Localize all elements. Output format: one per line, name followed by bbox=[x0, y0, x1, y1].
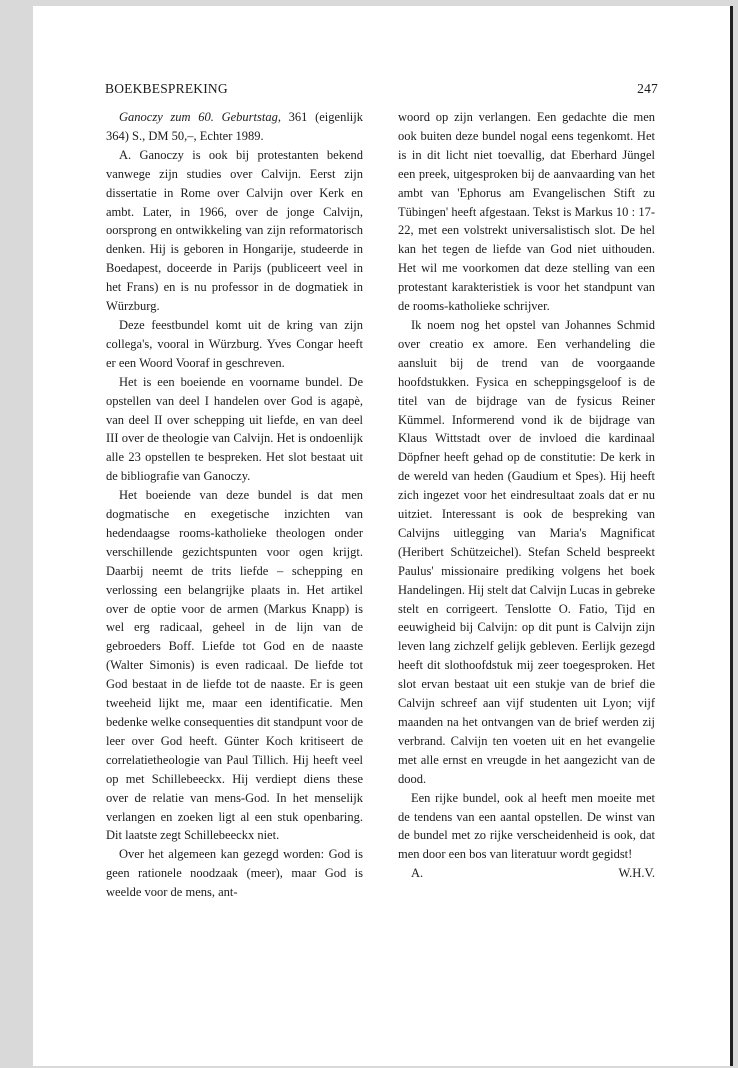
document-page bbox=[33, 6, 733, 1066]
paragraph: Deze feestbundel komt uit de kring van zijn collega's, vooral in Würzburg. Yves Congar heeft er een Woord Vooraf in geschreven. bbox=[106, 317, 363, 370]
signature-left: A. bbox=[411, 866, 424, 881]
reviewer-initials: W.H.V. bbox=[618, 866, 655, 881]
paragraph: Over het algemeen kan gezegd worden: God is geen rationele noodzaak (meer), maar God is weelde voor de mens, ant- bbox=[106, 847, 363, 900]
book-title: Ganoczy zum 60. Geburtstag, bbox=[119, 110, 281, 124]
left-column bbox=[106, 108, 363, 902]
right-column bbox=[398, 108, 655, 883]
book-details: 361 (eigenlijk 364) S., DM 50,–, Echter 1989. bbox=[106, 110, 363, 143]
signature-line bbox=[398, 864, 655, 883]
paragraph: Het boeiende van deze bundel is dat men dogmatische en exegetische inzichten van hedendaagse rooms-katholieke theologen onder verschillende gezichtspunten voor ogen krijgt. Daarbij neemt de trits liefde – schepping en verlossing een belangrijke plaats in. Het artikel over de optie voor de armen (Markus Knapp) is wel erg radicaal, geheel in de lijn van de gebroeders Boff. Liefde tot God en de naaste (Walter Simonis) is even radicaal. De liefde tot God bestaat in de liefde tot de naaste. Er is geen tweeheid lijkt me, maar een identificatie. Men bedenke welke consequenties dit standpunt voor de leer over God heeft. Günter Koch kritiseert de correlatietheologie van Paul Tillich. Hij heeft veel op met Schillebeeckx. Hij verdiept diens these over de relatie van mens-God. In het menselijk verlangen en zoeken ligt al een stuk openbaring. Dit laatste zegt Schillebeeckx niet. bbox=[106, 488, 363, 843]
page-number: 247 bbox=[637, 81, 658, 96]
paragraph: Ik noem nog het opstel van Johannes Schmid over creatio ex amore. Een verhandeling die aansluit bij de trend van de voorgaande hoofdstukken. Fysica en scheppingsgeloof is de titel van de bijdrage van de fysicus Reiner Kümmel. Informerend vond ik de bijdrage van Klaus Wittstadt over de invloed die kardinaal Döpfner heeft gehad op de constitutie: De kerk in de wereld van heden (Gaudium et Spes). Hij heeft zich ingezet voor het eindresultaat zoals dat er nu uitziet. Interessant is ook de bespreking van Calvijns uitlegging van Maria's Magnificat (Heribert Schützeichel). Stefan Scheld bespreekt Paulus' missionaire prediking volgens het boek Handelingen. Hij stelt dat Calvijn Lucas in gebreke stelt en corrigeert. Tenslotte O. Fatio, Tijd en eeuwigheid bij Calvijn: op dit punt is Calvijn zijn leven lang zichzelf gelijk gebleven. Eerlijk gezegd heeft dit slothoofdstuk mij zeer toegesproken. Het slot ervan bestaat uit een stukje van de brief die Calvijn schreef aan vijf studenten uit Lyon; vijf maanden na het ontvangen van de brief werden zij verbrand. Calvijn ten voeten uit en het evangelie met alle ernst en vreugde in het aangezicht van de dood. bbox=[398, 317, 655, 786]
section-title: BOEKBESPREKING bbox=[105, 81, 228, 96]
paragraph: Het is een boeiende en voorname bundel. De opstellen van deel I handelen over God is agapè, van deel II over schepping uit liefde, en van deel III over de theologie van Calvijn. Het is ondoenlijk alle 23 opstellen te bespreken. Het slot bestaat uit de bibliografie van Ganoczy. bbox=[106, 374, 363, 484]
paragraph-continuation: woord op zijn verlangen. Een gedachte die men ook buiten deze bundel nogal eens tegenkomt. Het is in dit licht niet toevallig, dat Eberhard Jüngel een preek, uitgesproken bij de aanvaarding van het ambt van 'Ephorus am Evangelischen Stift zu Tübingen' heeft afgestaan. Tekst is Markus 10 : 17-22, met een volstrekt universalistisch slot. De hel kan het tegen de liefde van God niet uithouden. Het wil me voorkomen dat deze stelling van een protestant karakteristiek is voor het standpunt van de rooms-katholieke schrijver. bbox=[398, 110, 655, 314]
paragraph: Een rijke bundel, ook al heeft men moeite met de tendens van een aantal opstellen. De winst van de bundel met zo rijke verscheidenheid is ook, dat men door een bos van literatuur wordt gegidst! bbox=[398, 790, 655, 862]
paragraph: A. Ganoczy is ook bij protestanten bekend vanwege zijn studies over Calvijn. Eerst zijn dissertatie in Rome over Calvijn over Kerk en ambt. Later, in 1966, over de jonge Calvijn, oorsprong en ontwikkeling van zijn reformatorisch denken. Hij is geboren in Hongarije, studeerde in Boedapest, doceerde in Parijs (publiceert veel in het Frans) en is nu professor in de dogmatiek in Würzburg. bbox=[106, 147, 363, 314]
bibliographic-entry bbox=[106, 108, 363, 146]
